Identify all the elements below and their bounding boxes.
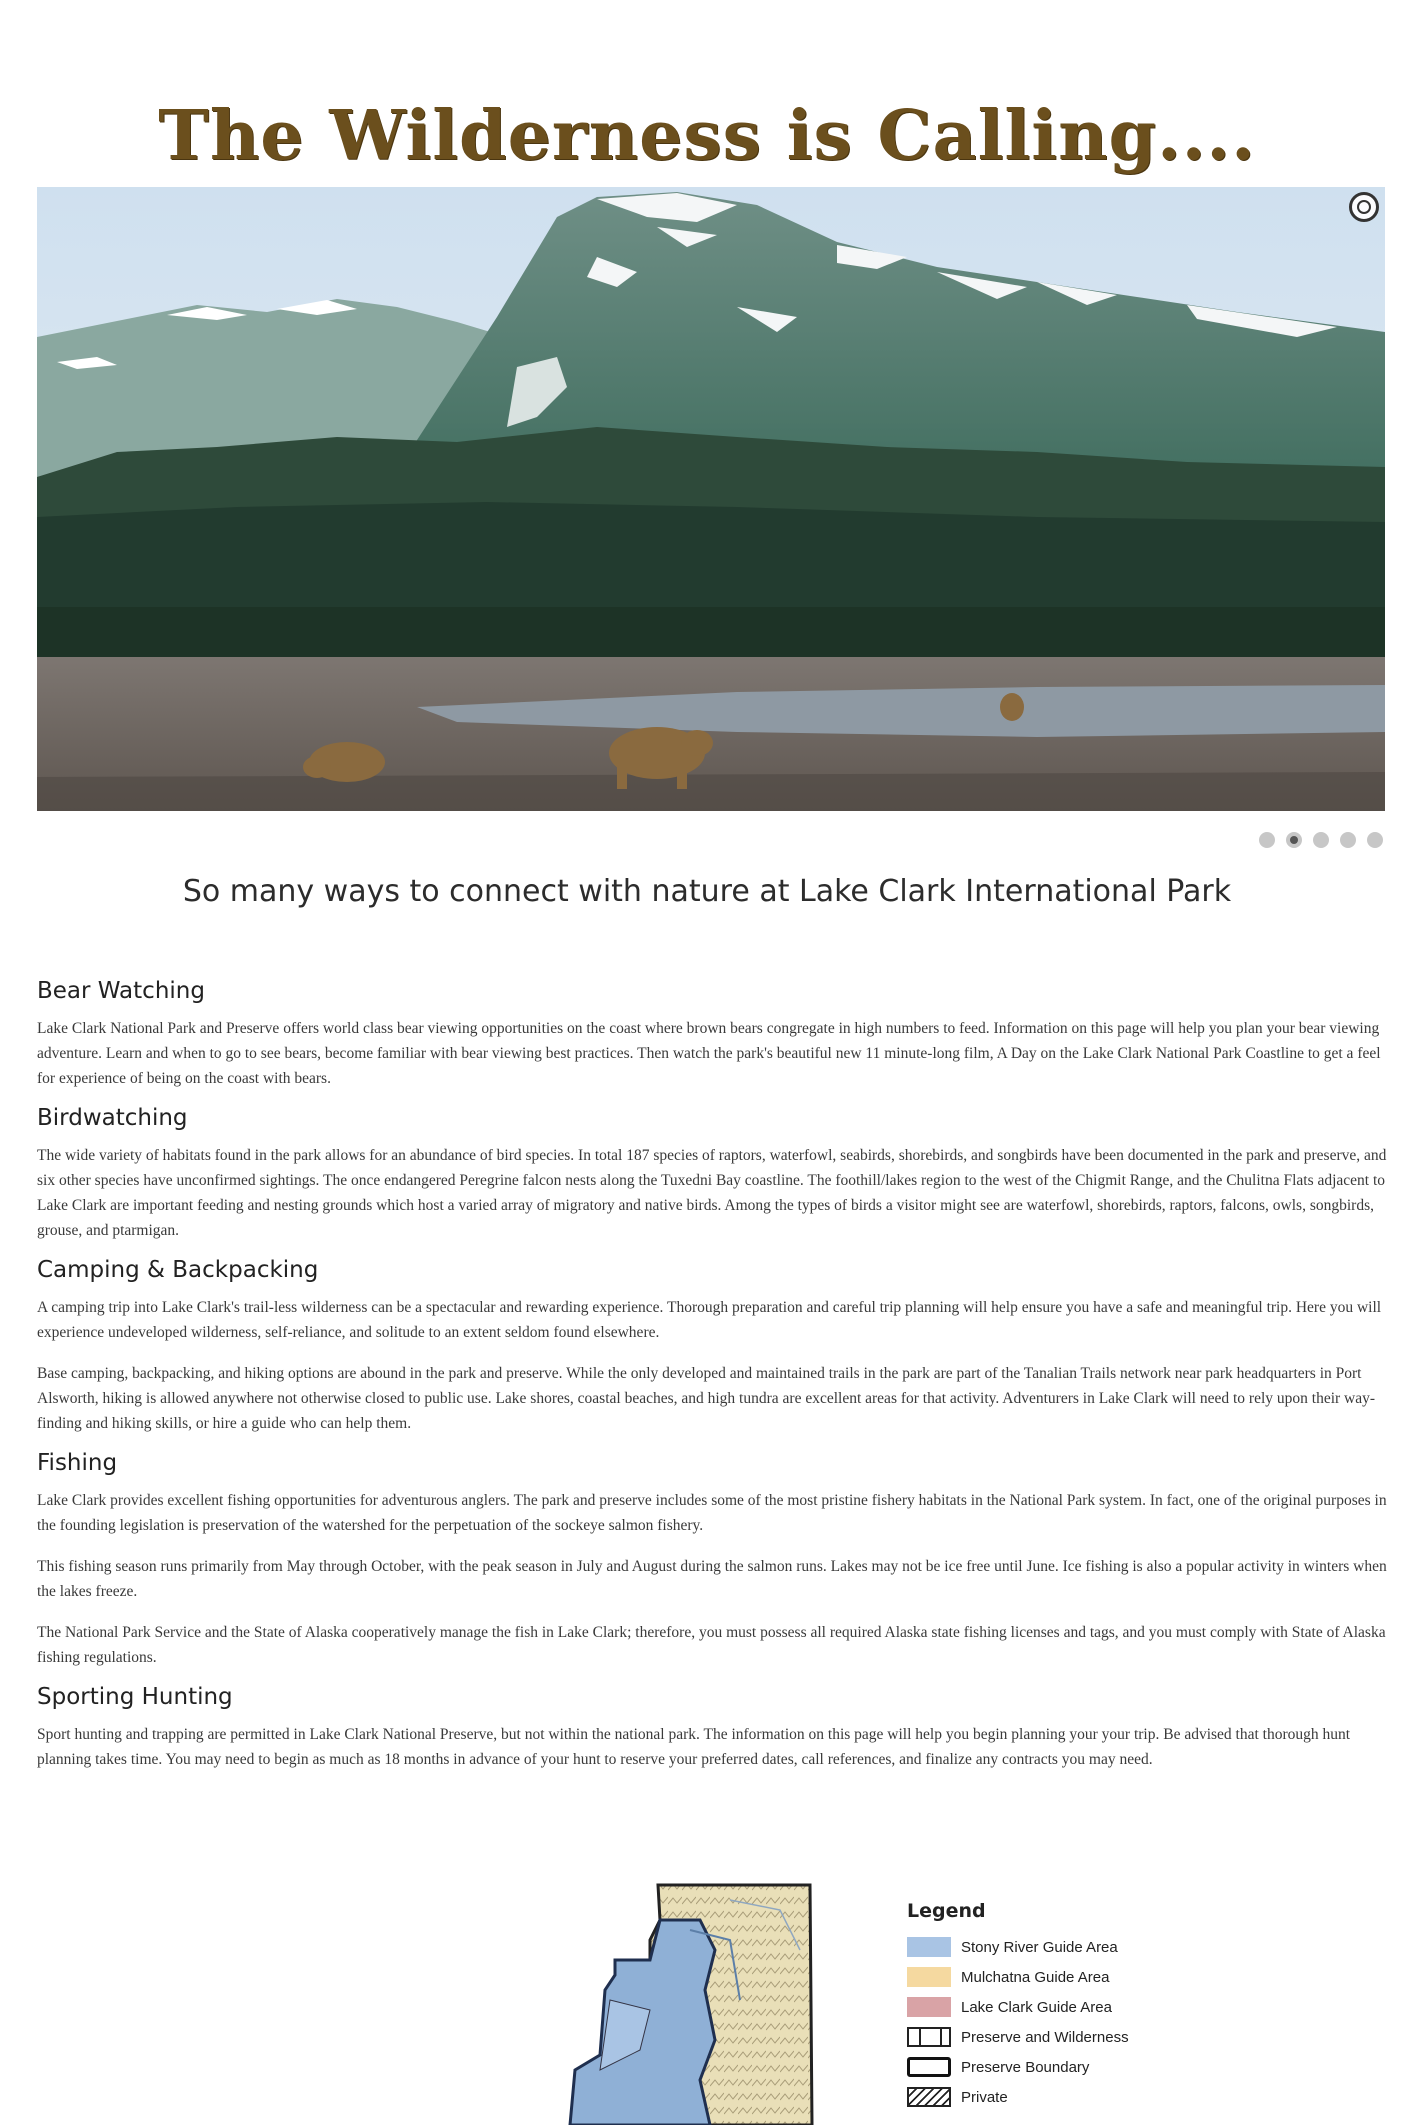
legend-item-mulchatna — [907, 1962, 1129, 1992]
section-paragraph: Base camping, backpacking, and hiking options are abound in the park and preserve. While the only developed and maintained trails in the park are part of the Tanalian Trails network near park headquarters in Port Alsworth, hiking is allowed anywhere not otherwise closed to public use. Lake shores, coastal beaches, and high tundra are excellent areas for that activity. Adventurers in Lake Clark will need to rely upon their way-finding and hiking skills, or hire a guide who can help them. — [37, 1365, 1376, 1432]
legend-swatch — [907, 2087, 951, 2107]
image-slider[interactable] — [37, 187, 1385, 811]
hunting-map — [500, 1880, 830, 2125]
section-heading: Bear Watching — [37, 978, 205, 1004]
section-birdwatching — [37, 1103, 1387, 1243]
legend-label: Mulchatna Guide Area — [961, 1968, 1110, 1986]
legend-label: Private — [961, 2088, 1008, 2106]
legend-swatch — [907, 1997, 951, 2017]
slide-dot-3[interactable] — [1313, 832, 1329, 848]
section-heading: Camping & Backpacking — [37, 1257, 319, 1283]
page-title: The Wilderness is Calling.... — [158, 95, 1256, 176]
legend-item-private — [907, 2082, 1129, 2112]
section-heading: Fishing — [37, 1450, 118, 1476]
section-heading: Sporting Hunting — [37, 1684, 233, 1710]
pause-icon[interactable] — [1349, 192, 1379, 222]
section-camping-backpacking — [37, 1255, 1387, 1436]
legend-label: Preserve and Wilderness — [961, 2028, 1129, 2046]
section-paragraph: Lake Clark provides excellent fishing opportunities for adventurous anglers. The park and preserve includes some of the most pristine fishery habitats in the National Park system. In fact, one of the original purposes in the founding legislation is preservation of the watershed for the perpetuation of the sockeye salmon fishery. — [37, 1492, 1387, 1534]
section-bear-watching — [37, 976, 1387, 1091]
section-fishing — [37, 1448, 1387, 1670]
legend-label: Lake Clark Guide Area — [961, 1998, 1112, 2016]
slider-pagination — [1259, 832, 1383, 848]
activities-content — [37, 976, 1387, 1784]
legend-title: Legend — [907, 1900, 986, 1922]
section-paragraph: Lake Clark National Park and Preserve offers world class bear viewing opportunities on the coast where brown bears congregate in high numbers to feed. Information on this page will help you plan your bear viewing adventure. Learn and when to go to see bears, become familiar with bear viewing best practices. Then watch the park's beautiful new 11 minute-long film, A Day on the Lake Clark National Park Coastline to get a feel for experience of being on the coast with bears. — [37, 1020, 1381, 1087]
legend-item-preserve-boundary — [907, 2052, 1129, 2082]
legend-item-stony-river — [907, 1932, 1129, 1962]
section-paragraph: This fishing season runs primarily from May through October, with the peak season in July and August during the salmon runs. Lakes may not be ice free until June. Ice fishing is also a popular activity in winters when the lakes freeze. — [37, 1558, 1387, 1600]
section-paragraph: The National Park Service and the State of Alaska cooperatively manage the fish in Lake Clark; therefore, you must possess all required Alaska state fishing licenses and tags, and you must comply with State of Alaska fishing regulations. — [37, 1624, 1386, 1666]
section-paragraph: A camping trip into Lake Clark's trail-less wilderness can be a spectacular and rewarding experience. Thorough preparation and careful trip planning will help ensure you have a safe and meaningful trip. Here you will experience undeveloped wilderness, self-reliance, and solitude to an extent seldom found elsewhere. — [37, 1299, 1382, 1341]
legend-swatch — [907, 1967, 951, 1987]
legend-label: Stony River Guide Area — [961, 1938, 1118, 1956]
legend-label: Preserve Boundary — [961, 2058, 1090, 2076]
legend-swatch — [907, 2027, 951, 2047]
legend-item-lake-clark — [907, 1992, 1129, 2022]
legend-item-preserve-wilderness — [907, 2022, 1129, 2052]
page-subtitle: So many ways to connect with nature at Lake Clark International Park — [182, 874, 1232, 909]
section-paragraph: The wide variety of habitats found in the park allows for an abundance of bird species. In total 187 species of raptors, waterfowl, seabirds, shorebirds, and songbirds have been documented in the park and preserve, and six other species have unconfirmed sightings. The once endangered Peregrine falcon nests along the Tuxedni Bay coastline. The foothill/lakes region to the west of the Chigmit Range, and the Chulitna Flats adjacent to Lake Clark are important feeding and nesting grounds which host a varied array of migratory and native birds. Among the types of birds a visitor might see are waterfowl, shorebirds, raptors, falcons, owls, songbirds, grouse, and ptarmigan. — [37, 1147, 1387, 1239]
section-sporting-hunting — [37, 1682, 1387, 1772]
section-heading: Birdwatching — [37, 1105, 188, 1131]
legend-swatch — [907, 2057, 951, 2077]
slide-dot-1[interactable] — [1259, 832, 1275, 848]
bear-landscape-image — [37, 187, 1385, 811]
map-legend — [907, 1900, 1129, 2112]
section-paragraph: Sport hunting and trapping are permitted in Lake Clark National Preserve, but not within the national park. The information on this page will help you begin planning your your trip. Be advised that thorough hunt planning takes time. You may need to begin as much as 18 months in advance of your hunt to reserve your preferred dates, call references, and finalize any contracts you may need. — [37, 1726, 1351, 1768]
slide-dot-2[interactable] — [1286, 832, 1302, 848]
slide-dot-5[interactable] — [1367, 832, 1383, 848]
slide-dot-4[interactable] — [1340, 832, 1356, 848]
legend-swatch — [907, 1937, 951, 1957]
